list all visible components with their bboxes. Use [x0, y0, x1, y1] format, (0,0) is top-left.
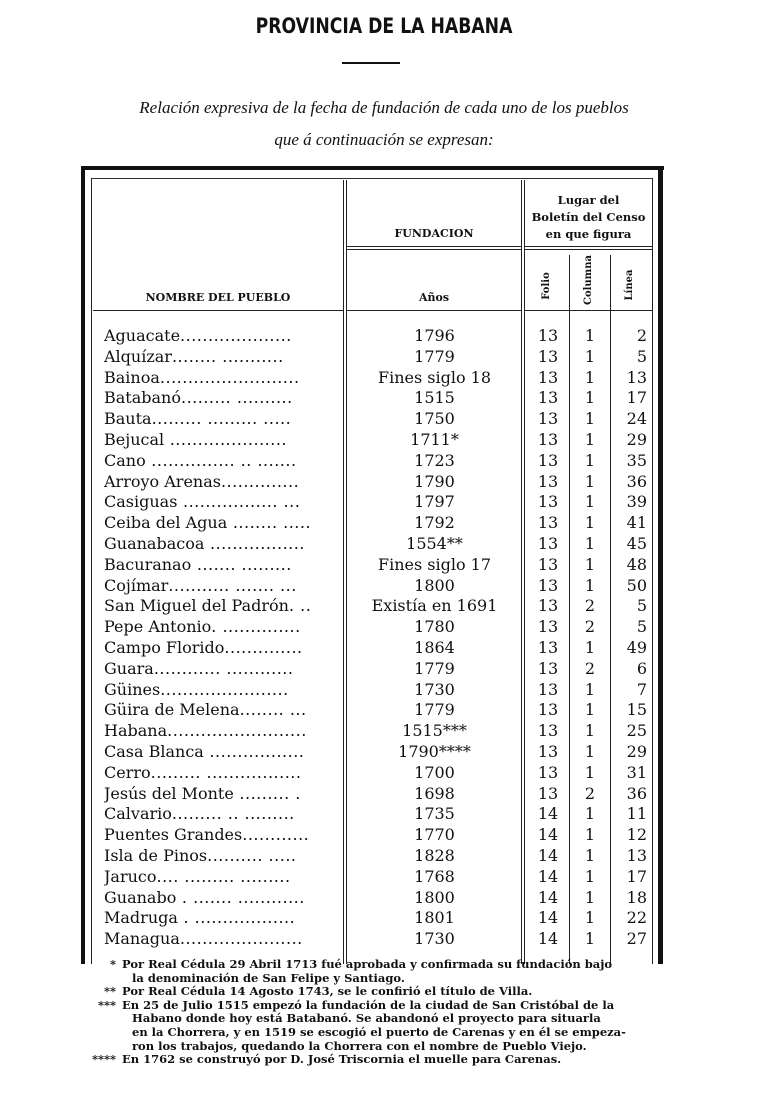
pueblo-name: Alquízar........ ........... [104, 346, 284, 366]
table-row [0, 513, 768, 534]
linea-value: 17 [626, 388, 647, 408]
leader-dots: . .. [288, 596, 312, 616]
folio-value: 13 [537, 513, 559, 533]
folio-value: 13 [537, 658, 559, 678]
fundacion-year: 1515 [414, 388, 455, 408]
leader-dots: .... ......... ......... [156, 866, 291, 886]
columna-value: 1 [584, 513, 596, 533]
footnote-line: en la Chorrera, y en 1519 se escogió el puerto de Carenas y en él se empeza- [132, 1024, 626, 1039]
folio-value: 14 [537, 908, 559, 928]
leader-dots: ................. ... [177, 492, 301, 512]
columna-value: 1 [584, 367, 596, 387]
fundacion-year: 1554** [406, 533, 463, 553]
fundacion-year: 1797 [414, 492, 455, 512]
table-row [0, 804, 768, 825]
leader-dots: ......... .. ......... [171, 804, 295, 824]
pueblo-name: Cerro......... ................. [104, 762, 302, 782]
table-row [0, 929, 768, 950]
linea-value: 7 [636, 679, 647, 699]
fundacion-year: 1698 [414, 783, 455, 803]
table-row [0, 472, 768, 493]
table-row [0, 347, 768, 368]
table-body [0, 326, 768, 950]
pueblo-name: Isla de Pinos.......... ..... [104, 845, 297, 865]
pueblo-name: Güines....................... [104, 679, 289, 699]
folio-value: 13 [537, 783, 559, 803]
fundacion-year: 1779 [414, 658, 455, 678]
fundacion-rule-a [347, 246, 521, 247]
fundacion-year: 1711* [410, 429, 459, 449]
linea-value: 49 [626, 637, 647, 657]
footnote-mark: *** [97, 997, 116, 1012]
fundacion-year: Fines siglo 17 [377, 554, 492, 574]
columna-value: 1 [584, 429, 596, 449]
linea-value: 41 [626, 513, 647, 533]
table-row [0, 659, 768, 680]
folio-value: 14 [537, 804, 559, 824]
folio-value: 13 [537, 554, 559, 574]
table-row [0, 492, 768, 513]
linea-value: 24 [626, 409, 647, 429]
fundacion-year: 1800 [414, 575, 455, 595]
pueblo-name: Bauta......... ......... ..... [104, 409, 292, 429]
linea-value: 25 [626, 721, 647, 741]
header-anos: Años [418, 291, 450, 304]
table-row [0, 721, 768, 742]
table-row [0, 825, 768, 846]
pueblo-name: Bejucal ..................... [104, 429, 287, 449]
linea-value: 36 [626, 471, 647, 491]
header-linea: Línea [624, 269, 635, 301]
folio-value: 14 [537, 825, 559, 845]
leader-dots: ....................... [160, 679, 289, 699]
folio-value: 14 [537, 887, 559, 907]
columna-value: 1 [584, 721, 596, 741]
linea-value: 29 [626, 741, 647, 761]
pueblo-name: Pepe Antonio. .............. [104, 617, 301, 637]
leader-dots: .................... [180, 326, 292, 345]
columna-value: 1 [584, 700, 596, 720]
linea-value: 35 [626, 450, 647, 470]
linea-value: 45 [626, 533, 647, 553]
table-row [0, 451, 768, 472]
linea-value: 27 [626, 929, 647, 949]
linea-value: 12 [626, 825, 647, 845]
leader-dots: ................. [203, 741, 305, 761]
fundacion-year: 1735 [414, 804, 455, 824]
linea-value: 15 [626, 700, 647, 720]
header-lugar-line-3: en que figura [545, 227, 632, 241]
columna-value: 1 [584, 804, 596, 824]
fundacion-year: 1730 [414, 679, 455, 699]
leader-dots: ................. [204, 533, 305, 553]
columna-value: 1 [584, 388, 596, 408]
leader-dots: .............. [224, 637, 303, 657]
pueblo-name: Jesús del Monte ......... . [104, 783, 301, 803]
fundacion-year: 1792 [414, 513, 455, 533]
pueblo-name: Aguacate.................... [104, 326, 292, 345]
columna-value: 1 [584, 866, 596, 886]
folio-value: 13 [537, 346, 559, 366]
folio-value: 13 [537, 617, 559, 637]
pueblo-name: Arroyo Arenas.............. [104, 471, 300, 491]
columna-value: 1 [584, 326, 596, 345]
fundacion-year: 1800 [414, 887, 455, 907]
fundacion-year: 1796 [414, 326, 455, 345]
linea-value: 6 [636, 658, 647, 678]
fundacion-year: 1828 [414, 845, 455, 865]
folio-value: 14 [537, 845, 559, 865]
leader-dots: ........ ..... [227, 513, 312, 533]
folio-value: 13 [537, 700, 559, 720]
pueblo-name: Casa Blanca ................. [104, 741, 305, 761]
pueblo-name: Batabanó......... .......... [104, 388, 293, 408]
fundacion-year: 1770 [414, 825, 455, 845]
columna-value: 1 [584, 679, 596, 699]
fundacion-year: 1723 [414, 450, 455, 470]
table-row [0, 388, 768, 409]
pueblo-name: Habana......................... [104, 721, 307, 741]
footnote [64, 985, 704, 999]
pueblo-name: Calvario......... .. ......... [104, 804, 295, 824]
pueblo-name: Campo Florido.............. [104, 637, 303, 657]
linea-value: 39 [626, 492, 647, 512]
columna-value: 1 [584, 554, 596, 574]
header-columna: Columna [583, 254, 594, 306]
footnote [64, 999, 704, 1053]
folio-value: 13 [537, 492, 559, 512]
leader-dots: ........... ....... ... [168, 575, 297, 595]
columna-value: 1 [584, 409, 596, 429]
columna-value: 1 [584, 741, 596, 761]
footnote-mark: **** [91, 1052, 116, 1067]
fundacion-year: 1780 [414, 617, 455, 637]
table-row [0, 700, 768, 721]
header-lugar-line-1: Lugar del [557, 193, 620, 207]
leader-dots: ............ ............ [153, 658, 294, 678]
linea-value: 5 [636, 596, 647, 616]
linea-value: 13 [626, 367, 647, 387]
fundacion-year: 1790 [414, 471, 455, 491]
leader-dots: ...................... [179, 929, 303, 949]
linea-value: 2 [636, 326, 647, 345]
linea-value: 22 [626, 908, 647, 928]
header-folio: Folio [541, 272, 552, 300]
table-row [0, 763, 768, 784]
leader-dots: ......... ................. [150, 762, 302, 782]
pueblo-name: Jaruco.... ......... ......... [104, 866, 291, 886]
pueblo-name: Casiguas ................. ... [104, 492, 301, 512]
subtitle-line-1: Relación expresiva de la fecha de fundación de cada uno de los pueblos [139, 98, 629, 117]
columna-value: 1 [584, 492, 596, 512]
linea-value: 5 [636, 617, 647, 637]
table-row [0, 846, 768, 867]
leader-dots: . .................. [177, 908, 296, 928]
table-row [0, 430, 768, 451]
footnote-mark: ** [103, 984, 116, 999]
folio-value: 13 [537, 409, 559, 429]
folio-value: 13 [537, 721, 559, 741]
table-row [0, 409, 768, 430]
table-row [0, 617, 768, 638]
pueblo-name: Cojímar........... ....... ... [104, 575, 297, 595]
folio-value: 13 [537, 326, 559, 345]
leader-dots: ......... .......... [180, 388, 293, 408]
footnote-line: Por Real Cédula 29 Abril 1713 fué aprobada y confirmada su fundación bajo [122, 957, 613, 971]
linea-value: 36 [626, 783, 647, 803]
leader-dots: ......................... [159, 367, 300, 387]
footnote-line: En 25 de Julio 1515 empezó la fundación de la ciudad de San Cristóbal de la [122, 997, 615, 1012]
table-row [0, 742, 768, 763]
folio-value: 13 [537, 533, 559, 553]
fundacion-rule-b [347, 249, 521, 250]
header-bottom-rule-fund [347, 310, 521, 311]
folio-value: 13 [537, 637, 559, 657]
pueblo-name: Guara............ ............ [104, 658, 294, 678]
pueblo-name: Güira de Melena........ ... [104, 700, 307, 720]
pueblo-name: Bacuranao ....... ......... [104, 554, 292, 574]
leader-dots: . ....... ............ [176, 887, 305, 907]
columna-value: 1 [584, 762, 596, 782]
columna-value: 2 [584, 658, 596, 678]
columna-value: 1 [584, 450, 596, 470]
footnote-line: Habano donde hoy está Batabanó. Se abandonó el proyecto para situarla [132, 1011, 601, 1026]
leader-dots: ..................... [164, 429, 287, 449]
leader-dots: ....... ......... [191, 554, 292, 574]
table-row [0, 867, 768, 888]
folio-value: 13 [537, 575, 559, 595]
folio-value: 13 [537, 471, 559, 491]
linea-value: 11 [626, 804, 647, 824]
leader-dots: .............. [220, 471, 300, 491]
footnote-mark: * [109, 957, 116, 971]
leader-dots: ......................... [167, 721, 307, 741]
linea-value: 29 [626, 429, 647, 449]
folio-value: 14 [537, 929, 559, 949]
folio-value: 13 [537, 679, 559, 699]
pueblo-name: Bainoa......................... [104, 367, 300, 387]
subtitle-line-2: que á continuación se expresan: [274, 130, 494, 149]
linea-value: 13 [626, 845, 647, 865]
header-lugar-line-2: Boletín del Censo [531, 210, 646, 224]
footnotes [64, 958, 704, 1067]
fundacion-year: 1768 [414, 866, 455, 886]
leader-dots: ........ ........... [171, 346, 284, 366]
folio-value: 13 [537, 741, 559, 761]
fundacion-year: 1801 [414, 908, 455, 928]
footnote [64, 1053, 704, 1067]
columna-value: 1 [584, 887, 596, 907]
table-row [0, 784, 768, 805]
fundacion-year: 1515*** [402, 721, 467, 741]
fundacion-year: 1750 [414, 409, 455, 429]
columna-value: 2 [584, 783, 596, 803]
table-row [0, 555, 768, 576]
columna-value: 2 [584, 617, 596, 637]
leader-dots: . .............. [211, 617, 301, 637]
folio-value: 13 [537, 450, 559, 470]
table-inner-top [91, 178, 652, 179]
table-row [0, 368, 768, 389]
table-row [0, 680, 768, 701]
table-row [0, 908, 768, 929]
fundacion-year: 1779 [414, 700, 455, 720]
fundacion-year: 1700 [414, 762, 455, 782]
columna-value: 1 [584, 908, 596, 928]
header-nombre: NOMBRE DEL PUEBLO [145, 291, 291, 304]
columna-value: 1 [584, 533, 596, 553]
footnote-line: la denominación de San Felipe y Santiago. [132, 970, 405, 985]
table-row [0, 888, 768, 909]
footnote [64, 958, 704, 985]
footnote-line: ron los trabajos, quedando la Chorrera con el nombre de Pueblo Viejo. [132, 1038, 587, 1053]
columna-value: 1 [584, 637, 596, 657]
table-row [0, 638, 768, 659]
pueblo-name: Managua...................... [104, 929, 303, 949]
leader-dots: .......... ..... [207, 845, 297, 865]
linea-value: 50 [626, 575, 647, 595]
title-rule [342, 62, 400, 64]
table-row [0, 576, 768, 597]
footnote-line: En 1762 se construyó por D. José Triscornia el muelle para Carenas. [122, 1052, 562, 1067]
folio-value: 13 [537, 596, 559, 616]
fundacion-year: Fines siglo 18 [377, 367, 492, 387]
page-title: PROVINCIA DE LA HABANA [255, 14, 513, 38]
linea-value: 5 [636, 346, 647, 366]
table-border-top [81, 166, 664, 170]
linea-value: 17 [626, 866, 647, 886]
table-row [0, 534, 768, 555]
pueblo-name: Cano ............... .. ....... [104, 450, 297, 470]
pueblo-name: Guanabo . ....... ............ [104, 887, 305, 907]
leader-dots: ......... ......... ..... [151, 409, 292, 429]
pueblo-name: Guanabacoa ................. [104, 533, 305, 553]
linea-value: 31 [626, 762, 647, 782]
fundacion-year: Existía en 1691 [371, 596, 498, 616]
header-bottom-rule-name [93, 310, 343, 311]
header-fundacion: FUNDACION [394, 227, 474, 240]
pueblo-name: Puentes Grandes............ [104, 825, 310, 845]
fundacion-year: 1790**** [398, 741, 471, 761]
table-row [0, 596, 768, 617]
fundacion-year: 1730 [414, 929, 455, 949]
pueblo-name: Madruga . .................. [104, 908, 296, 928]
footnote-line: Por Real Cédula 14 Agosto 1743, se le confirió el título de Villa. [122, 984, 533, 999]
linea-value: 18 [626, 887, 647, 907]
columna-value: 1 [584, 845, 596, 865]
lugar-rule-a [525, 246, 652, 247]
leader-dots: ............... .. ....... [145, 450, 297, 470]
folio-value: 14 [537, 866, 559, 886]
fundacion-year: 1864 [414, 637, 455, 657]
columna-value: 1 [584, 346, 596, 366]
pueblo-name: San Miguel del Padrón. .. [104, 596, 312, 616]
leader-dots: ........ ... [239, 700, 307, 720]
table-row [0, 326, 768, 347]
fundacion-year: 1779 [414, 346, 455, 366]
pueblo-name: Ceiba del Agua ........ ..... [104, 513, 312, 533]
folio-value: 13 [537, 429, 559, 449]
columna-value: 1 [584, 929, 596, 949]
columna-value: 1 [584, 471, 596, 491]
folio-value: 13 [537, 367, 559, 387]
linea-value: 48 [626, 554, 647, 574]
leader-dots: ......... . [233, 783, 301, 803]
folio-value: 13 [537, 388, 559, 408]
leader-dots: ............ [242, 825, 310, 845]
columna-value: 1 [584, 825, 596, 845]
columna-value: 2 [584, 596, 596, 616]
folio-value: 13 [537, 762, 559, 782]
columna-value: 1 [584, 575, 596, 595]
